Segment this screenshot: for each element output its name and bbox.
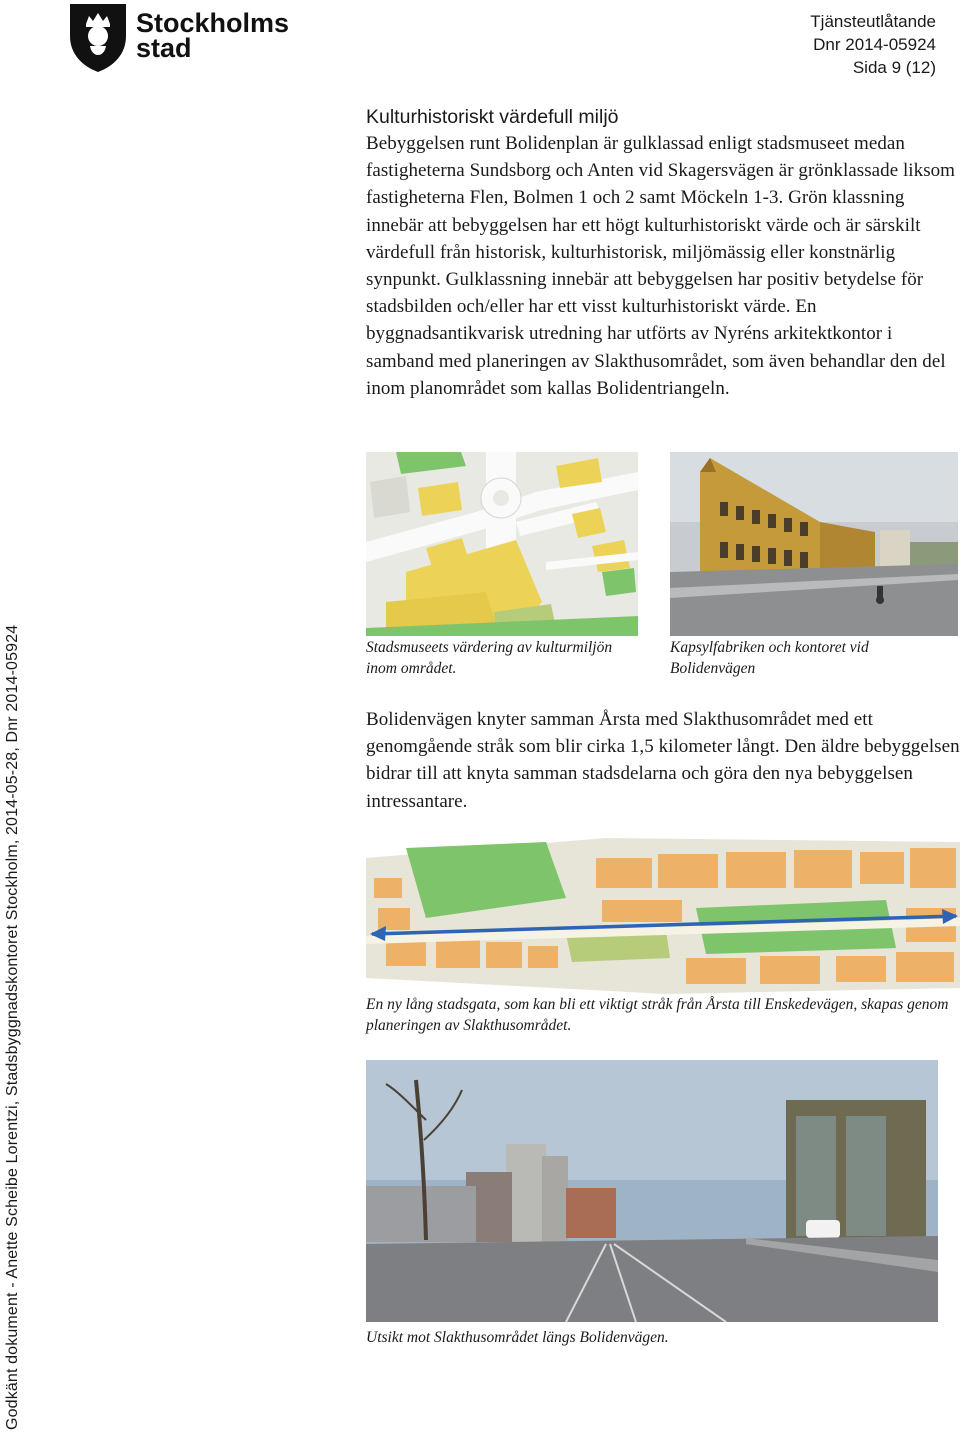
section-heading: Kulturhistoriskt värdefull miljö — [366, 106, 619, 128]
heritage-map-image — [366, 452, 638, 636]
document-number: Dnr 2014-05924 — [813, 35, 936, 54]
map-caption: Stadsmuseets värdering av kulturmiljön inom området. — [366, 639, 613, 677]
photo-caption: Kapsylfabriken och kontoret vid Bolidenvägen — [670, 639, 869, 677]
logo-text-line1: Stockholms — [136, 8, 290, 38]
route-map-image — [366, 838, 960, 994]
document-header-meta — [810, 10, 936, 79]
section-paragraph: Bebyggelsen runt Bolidenplan är gulklassad enligt stadsmuseet medan fastigheterna Sundsborg och Anten vid Skagersvägen är grönklassade liksom fastigheterna Flen, Bolmen 1 och 2 samt Möckeln 1-3. Grön klassning innebär att bebyggelsen har ett högt kulturhistoriskt värde och är särskilt värdefull från historisk, kulturhistorisk, miljömässig eller konstnärlig synpunkt. Gulklassning innebär att bebyggelsen har positiv betydelse för stadsbilden och/eller har ett visst kulturhistoriskt värde. En byggnadsantikvarisk utredning har utförts av Nyréns arkitektkontor i samband med planeringen av Slakthusområdet, som även behandlar den del inom planområdet som kallas Bolidentriangeln. — [366, 133, 956, 399]
page-number: Sida 9 (12) — [852, 58, 936, 77]
document-type: Tjänsteutlåtande — [810, 12, 936, 31]
crown-shield-icon — [70, 4, 126, 72]
street-caption: Utsikt mot Slakthusområdet längs Bolidenvägen. — [366, 1329, 669, 1346]
connection-paragraph: Bolidenvägen knyter samman Årsta med Slakthusområdet med ett genomgående stråk som blir cirka 1,5 kilometer långt. Den äldre bebyggelsen bidrar till att knyta samman stadsdelarna och göra den nya bebyggelsen intressantare. — [366, 709, 960, 812]
route-caption: En ny lång stadsgata, som kan bli ett viktigt stråk från Årsta till Enskedevägen, skapas genom planeringen av Slakthusområdet. — [366, 996, 949, 1034]
stockholms-stad-logo — [68, 2, 300, 74]
kapsylfabriken-photo — [670, 452, 958, 636]
street-view-photo — [366, 1060, 938, 1322]
approval-stamp: Godkänt dokument - Anette Scheibe Lorentzi, Stadsbyggnadskontoret Stockholm, 2014-05-28, Dnr 2014-05924 — [4, 624, 21, 1430]
logo-text-line2: stad — [136, 33, 192, 63]
